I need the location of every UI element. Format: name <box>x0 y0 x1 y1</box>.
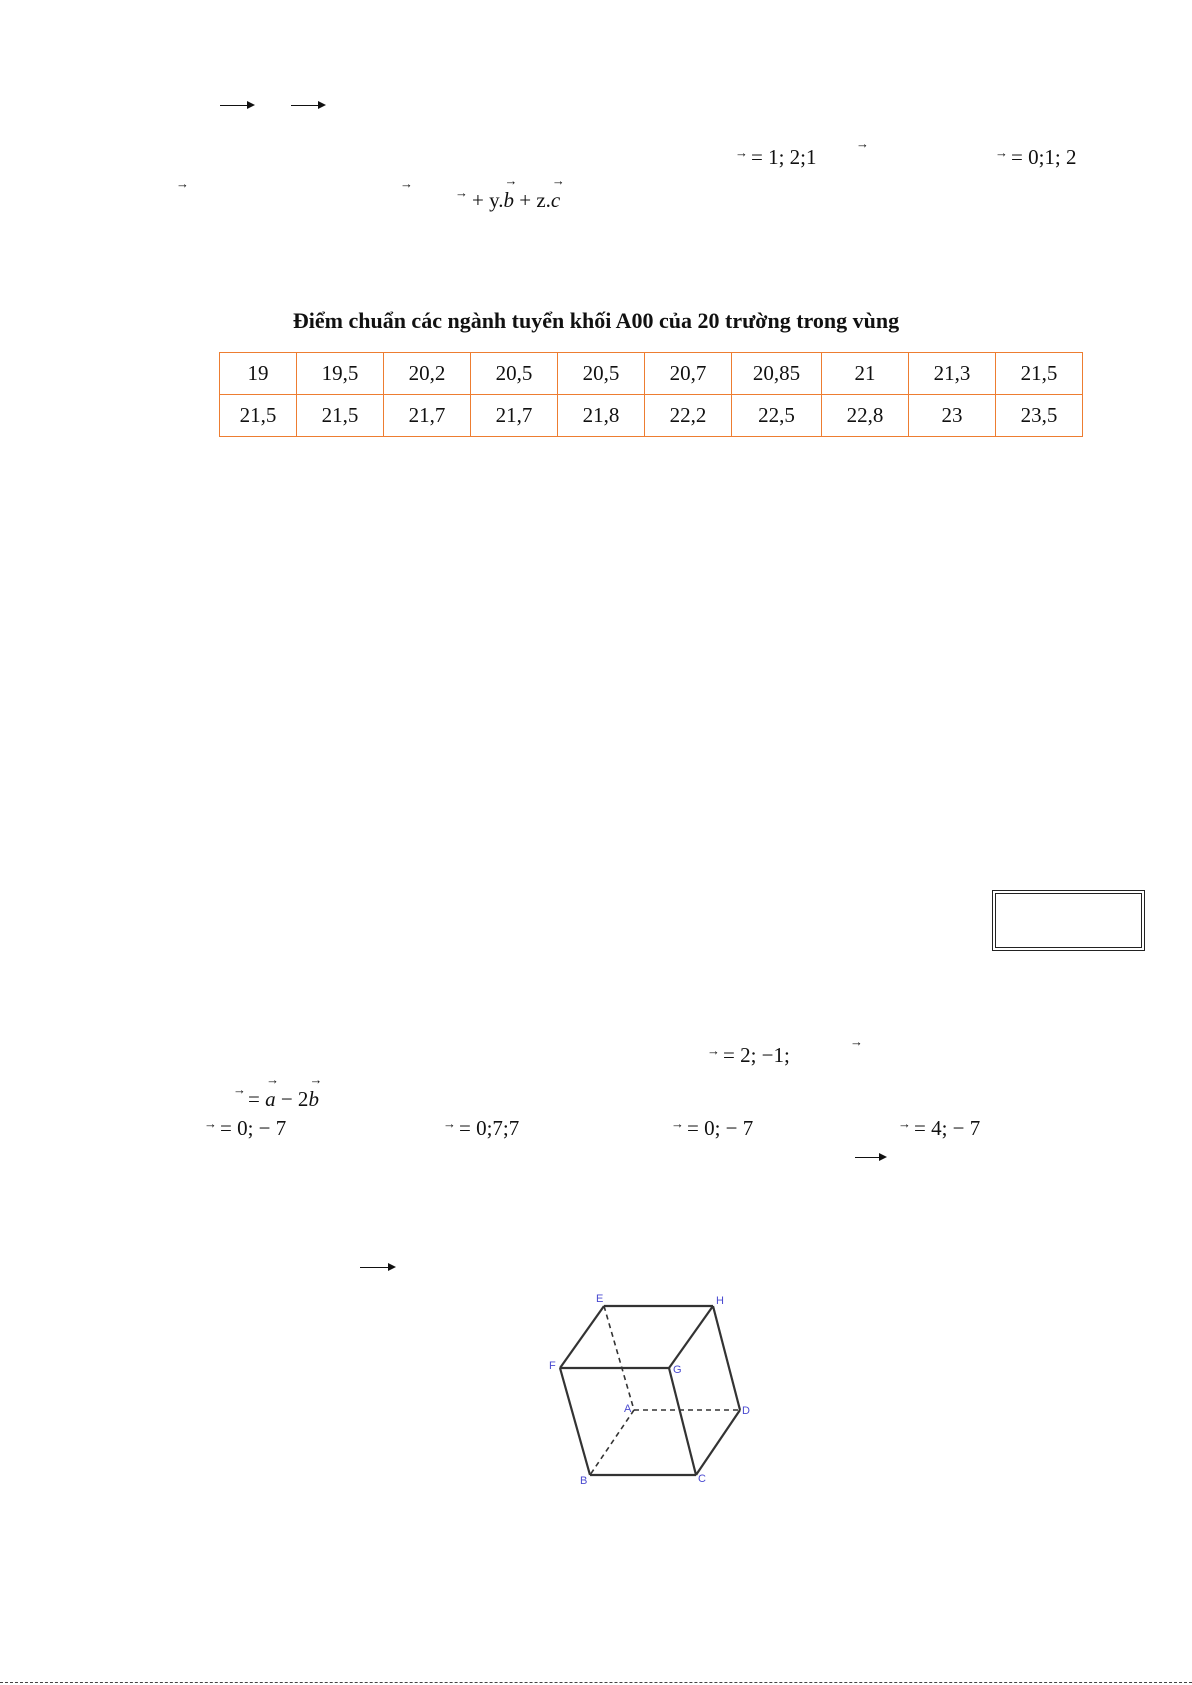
table-cell: 20,7 <box>645 353 732 395</box>
table-cell: 21,7 <box>384 395 471 437</box>
cube-edge <box>560 1368 590 1475</box>
table-cell: 23 <box>909 395 996 437</box>
vector-c-value: = 0;1; 2 <box>1011 145 1077 169</box>
vector-arrow-2 <box>291 105 324 106</box>
table-cell: 21,5 <box>297 395 384 437</box>
option-a-arrow: → <box>204 1116 217 1131</box>
score-table-title: Điểm chuẩn các ngành tuyển khối A00 của 20 trường trong vùng <box>292 308 900 333</box>
vertex-label-a: A <box>624 1403 632 1415</box>
vertex-label-h: H <box>716 1295 724 1307</box>
option-d[interactable]: = 4; − 7 <box>914 1116 981 1140</box>
vertex-label-b: B <box>580 1475 588 1487</box>
vector-arrow-3 <box>855 1157 885 1158</box>
table-cell: 21,3 <box>909 353 996 395</box>
cube-edge <box>560 1306 604 1368</box>
table-cell: 22,2 <box>645 395 732 437</box>
vertex-label-f: F <box>549 1360 556 1372</box>
option-b-arrow: → <box>443 1116 456 1131</box>
table-cell: 19 <box>220 353 297 395</box>
vector-b-arrow: → <box>856 136 869 151</box>
table-cell: 21 <box>822 353 909 395</box>
vector-u2-arrow: → <box>233 1082 246 1097</box>
option-c[interactable]: = 0; − 7 <box>687 1116 754 1140</box>
table-cell: 20,2 <box>384 353 471 395</box>
cube-edge <box>669 1368 696 1475</box>
vertex-label-e: E <box>596 1293 604 1305</box>
vector-b3-arrow: → <box>850 1034 863 1049</box>
vertex-label-d: D <box>742 1405 750 1417</box>
linear-combination: + y.→ b + z.→ c <box>472 188 560 213</box>
vector-a2-arrow: → <box>400 176 413 191</box>
vector-definition: = → a − 2→ b <box>248 1087 319 1112</box>
vertex-label-g: G <box>673 1364 682 1376</box>
cube-hidden-edge <box>604 1306 634 1410</box>
vector-a3-arrow: → <box>707 1043 720 1058</box>
cube-edge <box>713 1306 740 1410</box>
table-row <box>220 395 1083 437</box>
vector-x-arrow: → <box>455 185 468 200</box>
table-cell: 22,8 <box>822 395 909 437</box>
table-cell: 21,5 <box>220 395 297 437</box>
page-bottom-rule <box>0 1682 1192 1683</box>
option-a[interactable]: = 0; − 7 <box>220 1116 287 1140</box>
table-cell: 21,5 <box>996 353 1083 395</box>
vector-a-arrow: → <box>735 145 748 160</box>
vector-a-value: = 1; 2;1 <box>751 145 817 169</box>
table-cell: 20,85 <box>732 353 822 395</box>
vector-a3-value: = 2; −1; <box>723 1043 790 1067</box>
table-cell: 21,8 <box>558 395 645 437</box>
option-c-arrow: → <box>671 1116 684 1131</box>
score-table <box>219 352 1083 437</box>
vertex-label-c: C <box>698 1473 706 1485</box>
table-cell: 19,5 <box>297 353 384 395</box>
option-d-arrow: → <box>898 1116 911 1131</box>
vector-arrow-4 <box>360 1267 394 1268</box>
table-cell: 20,5 <box>558 353 645 395</box>
cube-edge <box>696 1410 740 1475</box>
answer-box <box>992 890 1145 951</box>
cube-figure <box>540 1290 760 1490</box>
vector-c-arrow: → <box>995 145 1008 160</box>
option-b[interactable]: = 0;7;7 <box>459 1116 520 1140</box>
table-cell: 21,7 <box>471 395 558 437</box>
vector-arrow-1 <box>220 105 253 106</box>
table-row <box>220 353 1083 395</box>
cube-edge <box>669 1306 713 1368</box>
table-cell: 23,5 <box>996 395 1083 437</box>
cube-hidden-edge <box>590 1410 634 1475</box>
table-cell: 22,5 <box>732 395 822 437</box>
vector-u-arrow: → <box>176 176 189 191</box>
table-cell: 20,5 <box>471 353 558 395</box>
